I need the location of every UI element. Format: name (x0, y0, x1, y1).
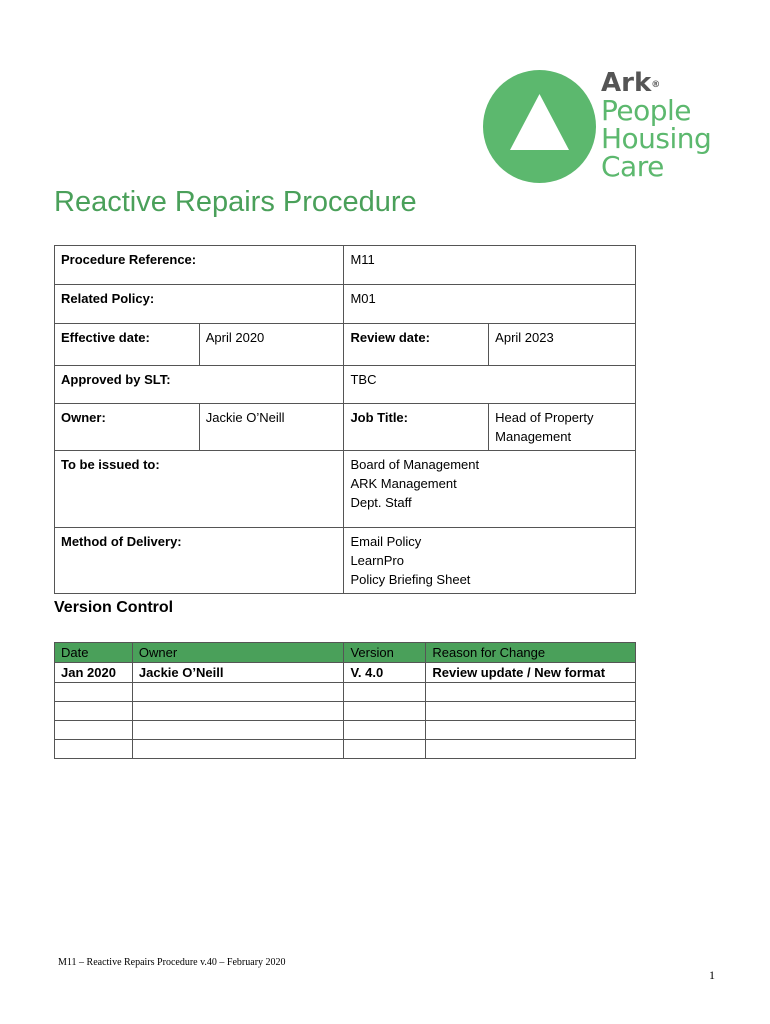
table-cell: Jan 2020 (55, 663, 133, 683)
version-control-heading: Version Control (54, 599, 174, 616)
related-policy-value: M01 (344, 285, 636, 324)
table-row (55, 324, 636, 366)
job-title-label: Job Title: (344, 404, 489, 451)
triangle-icon (483, 70, 596, 183)
logo-people-text: People (601, 94, 692, 127)
delivery-method-label: Method of Delivery: (55, 528, 344, 594)
page-number: 1 (709, 968, 715, 982)
job-title-line: Head of Property (495, 410, 594, 425)
table-cell (132, 721, 344, 740)
table-row (55, 683, 636, 702)
review-date-label: Review date: (344, 324, 489, 366)
effective-date-value: April 2020 (199, 324, 344, 366)
table-cell (426, 721, 636, 740)
table-cell (132, 683, 344, 702)
table-cell (55, 740, 133, 759)
column-header-version: Version (344, 643, 426, 663)
table-row (55, 740, 636, 759)
table-cell (344, 683, 426, 702)
table-cell (344, 702, 426, 721)
table-cell (55, 683, 133, 702)
table-cell (55, 721, 133, 740)
review-date-value: April 2023 (489, 324, 636, 366)
table-cell (132, 740, 344, 759)
table-row (55, 285, 636, 324)
column-header-reason: Reason for Change (426, 643, 636, 663)
approved-value: TBC (344, 366, 636, 404)
table-row (55, 721, 636, 740)
table-header-row (55, 643, 636, 663)
procedure-info-table (54, 245, 636, 594)
delivery-method-item: Email Policy (350, 534, 422, 549)
effective-date-label: Effective date: (55, 324, 200, 366)
table-row (55, 451, 636, 528)
table-cell (426, 683, 636, 702)
procedure-reference-value: M11 (344, 246, 636, 285)
issued-to-item: ARK Management (350, 476, 457, 491)
logo-ark-text: Ark® (601, 68, 661, 98)
table-row (55, 702, 636, 721)
page-footer: M11 – Reactive Repairs Procedure v.40 – February 2020 (58, 957, 286, 968)
table-cell: Jackie O’Neill (132, 663, 344, 683)
table-cell: V. 4.0 (344, 663, 426, 683)
job-title-line: Management (495, 429, 572, 444)
table-row (55, 366, 636, 404)
table-cell (344, 740, 426, 759)
table-cell (344, 721, 426, 740)
logo-housing-text: Housing (601, 122, 712, 155)
approved-label: Approved by SLT: (55, 366, 344, 404)
column-header-date: Date (55, 643, 133, 663)
related-policy-label: Related Policy: (55, 285, 344, 324)
owner-value: Jackie O’Neill (199, 404, 344, 451)
version-control-table (54, 642, 636, 759)
issued-to-item: Dept. Staff (350, 495, 412, 510)
delivery-method-value (344, 528, 636, 594)
delivery-method-item: Policy Briefing Sheet (350, 572, 471, 587)
table-cell (55, 702, 133, 721)
issued-to-value (344, 451, 636, 528)
column-header-owner: Owner (132, 643, 344, 663)
issued-to-label: To be issued to: (55, 451, 344, 528)
table-cell (132, 702, 344, 721)
owner-label: Owner: (55, 404, 200, 451)
table-cell: Review update / New format (426, 663, 636, 683)
document-title: Reactive Repairs Procedure (54, 186, 417, 218)
logo-wordmark (601, 69, 711, 181)
issued-to-item: Board of Management (350, 457, 480, 472)
ark-logo (483, 70, 723, 185)
job-title-value (489, 404, 636, 451)
table-row (55, 404, 636, 451)
table-row (55, 246, 636, 285)
table-cell (426, 740, 636, 759)
table-cell (426, 702, 636, 721)
logo-circle (483, 70, 596, 183)
delivery-method-item: LearnPro (350, 553, 404, 568)
logo-care-text: Care (601, 150, 664, 183)
table-row (55, 528, 636, 594)
table-row (55, 663, 636, 683)
procedure-reference-label: Procedure Reference: (55, 246, 344, 285)
